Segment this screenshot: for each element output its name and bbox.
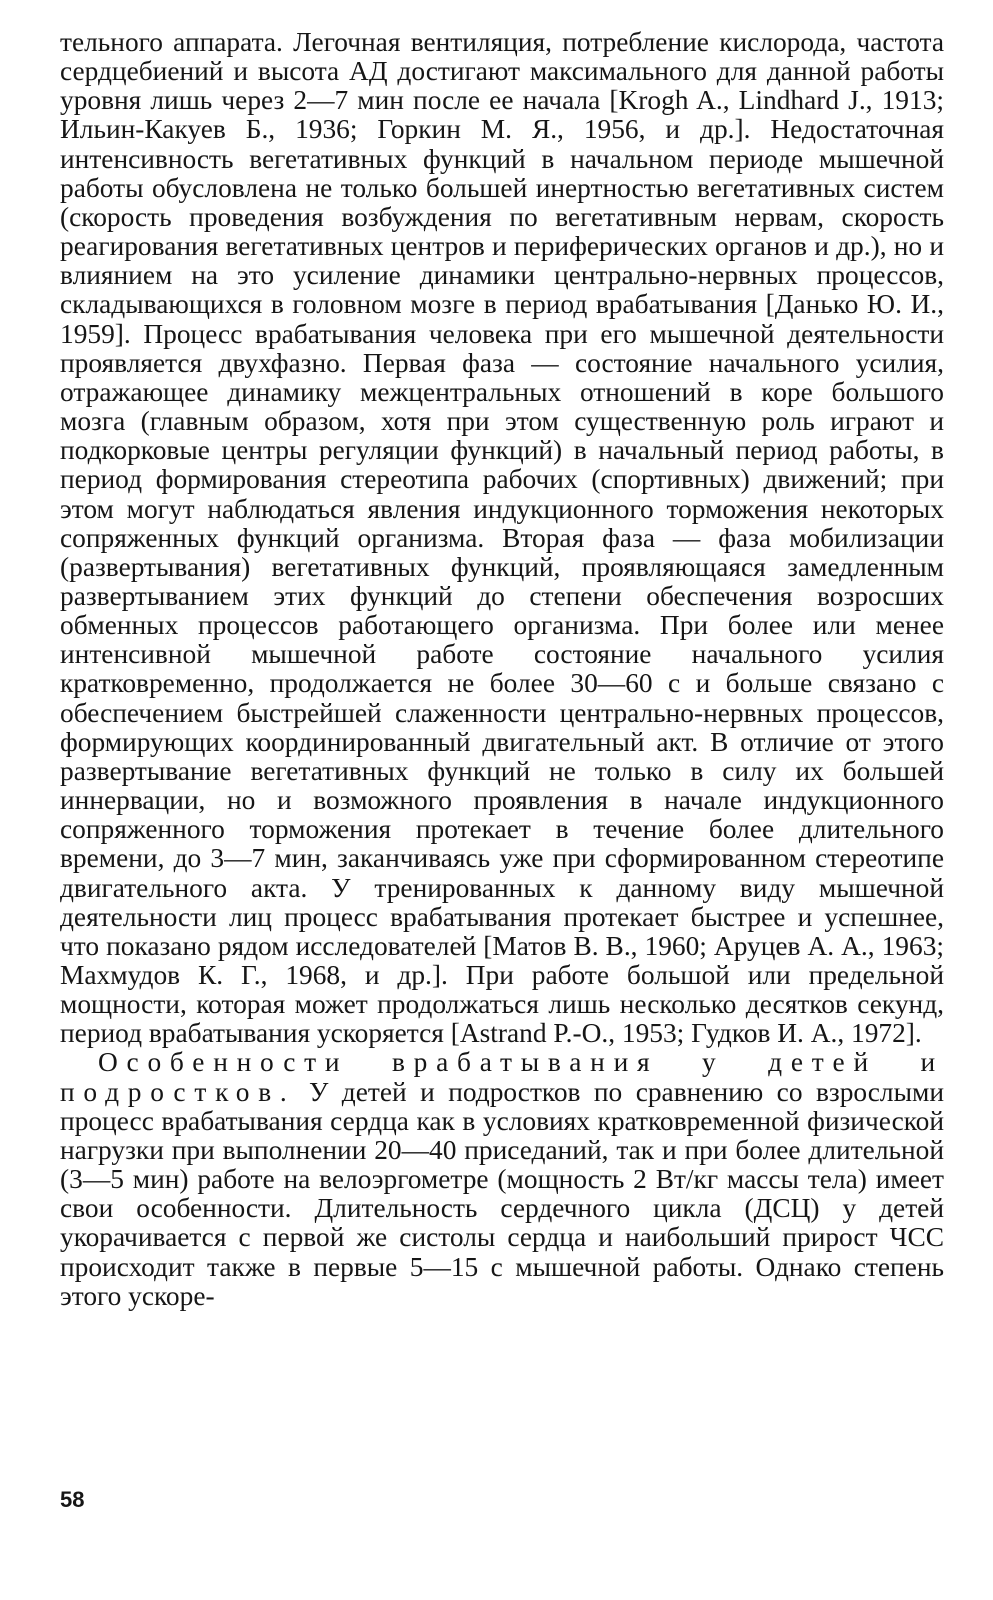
paragraph-2	[60, 1048, 944, 1310]
section-heading: Особенности врабатывания у детей и подростков.	[60, 1047, 944, 1107]
paragraph-1	[60, 28, 944, 1048]
page-number: 58	[60, 1487, 85, 1512]
paragraph-1-text: тельного аппарата. Легочная вентиляция, потребление кислорода, частота сердцебиений и высота АД достигают максимального для данной работы уровня лишь через 2—7 мин после ее начала [Krogh A., Lindhard J., 1913; Ильин-Какуев Б., 1936; Горкин М. Я., 1956, и др.]. Недостаточная интенсивность вегетативных функций в начальном периоде мышечной работы обусловлена не только большей инертностью вегетативных систем (скорость проведения возбуждения по вегетативным нервам, скорость реагирования вегетативных центров и периферических органов и др.), но и влиянием на это усиление динамики центрально-нервных процессов, складывающихся в головном мозге в период врабатывания [Данько Ю. И., 1959]. Процесс врабатывания человека при его мышечной деятельности проявляется двухфазно. Первая фаза — состояние начального усилия, отражающее динамику межцентральных отношений в коре большого мозга (главным образом, хотя при этом существенную роль играют и подкорковые центры регуляции функций) в начальный период работы, в период формирования стереотипа рабочих (спортивных) движений; при этом могут наблюдаться явления индукционного торможения некоторых сопряженных функций организма. Вторая фаза — фаза мобилизации (развертывания) вегетативных функций, проявляющаяся замедленным развертыванием этих функций до степени обеспечения возросших обменных процессов работающего организма. При более или менее интенсивной мышечной работе состояние начального усилия кратковременно, продолжается не более 30—60 с и больше связано с обеспечением быстрейшей слаженности центрально-нервных процессов, формирующих координированный двигательный акт. В отличие от этого развертывание вегетативных функций не только в силу их большей иннервации, но и возможного проявления в начале индукционного сопряженного торможения протекает в течение более длительного времени, до 3—7 мин, заканчиваясь уже при сформированном стереотипе двигательного акта. У тренированных к данному виду мышечной деятельности лиц процесс врабатывания протекает быстрее и успешнее, что показано рядом исследователей [Матов В. В., 1960; Аруцев А. А., 1963; Махмудов К. Г., 1968, и др.]. При работе большой или предельной мощности, которая может продолжаться лишь несколько десятков секунд, период врабатывания ускоряется [Astrand P.-O., 1953; Гудков И. А., 1972].	[60, 27, 944, 1049]
paragraph-2-text: У детей и подростков по сравнению со взрослыми процесс врабатывания сердца как в условиях кратковременной физической нагрузки при выполнении 20—40 приседаний, так и при более длительной (3—5 мин) работе на велоэргометре (мощность 2 Вт/кг массы тела) имеет свои особенности. Длительность сердечного цикла (ДСЦ) у детей укорачивается с первой же систолы сердца и наибольший прирост ЧСС происходит также в первые 5—15 с мышечной работы. Однако степень этого ускоре-	[60, 1076, 944, 1311]
page-body	[60, 28, 944, 1311]
